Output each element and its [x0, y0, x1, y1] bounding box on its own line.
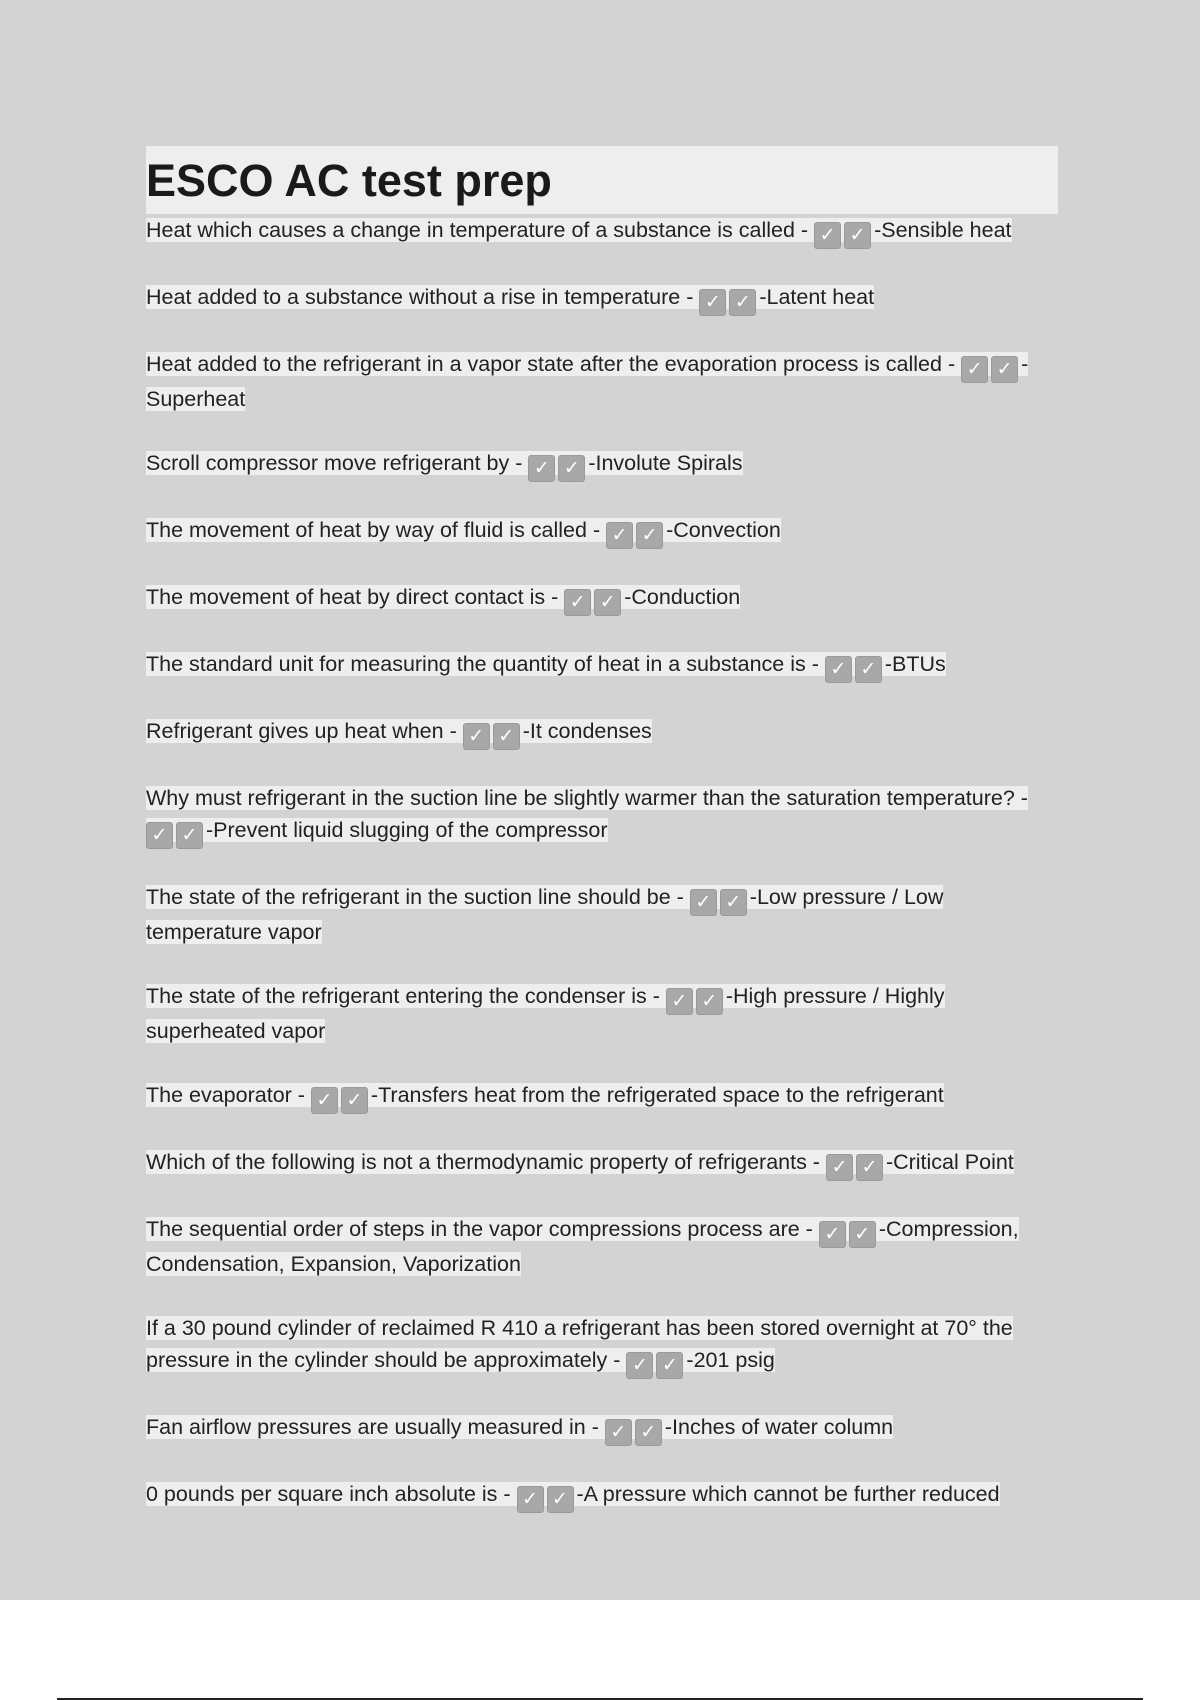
qa-item — [146, 514, 1058, 549]
qa-item — [146, 281, 1058, 316]
qa-item-text — [146, 585, 741, 613]
qa-item — [146, 648, 1058, 683]
qa-item-text — [146, 518, 781, 546]
checkmark-icon: ✓ — [605, 1419, 632, 1446]
question-text: Heat added to a substance without a rise in temperature - — [146, 285, 700, 309]
qa-item-text — [146, 1482, 1000, 1510]
checkmark-icon: ✓ — [463, 723, 490, 750]
document-title: ESCO AC test prep — [146, 154, 552, 206]
answer-text: -Conduction — [624, 585, 741, 609]
answer-text: -Transfers heat from the refrigerated space to the refrigerant — [370, 1083, 944, 1107]
question-text: Heat added to the refrigerant in a vapor state after the evaporation process is called - — [146, 352, 962, 376]
question-text: The state of the refrigerant entering the condenser is - — [146, 984, 666, 1008]
checkmark-icon: ✓ — [635, 1419, 662, 1446]
question-text: 0 pounds per square inch absolute is - — [146, 1482, 517, 1506]
checkmark-icon: ✓ — [311, 1087, 338, 1114]
qa-list — [146, 214, 1058, 1513]
checkmark-icon: ✓ — [606, 522, 633, 549]
qa-item — [146, 447, 1058, 482]
question-text: The evaporator - — [146, 1083, 311, 1107]
qa-item — [146, 581, 1058, 616]
checkmark-icon: ✓ — [690, 889, 717, 916]
qa-item-text — [146, 352, 1028, 411]
answer-text: -Compression, Condensation, Expansion, Vaporization — [146, 1217, 1019, 1276]
question-text: Which of the following is not a thermodynamic property of refrigerants - — [146, 1150, 826, 1174]
qa-item-text — [146, 218, 1012, 246]
checkmark-icon: ✓ — [176, 822, 203, 849]
qa-item-text — [146, 984, 945, 1043]
checkmark-icon: ✓ — [849, 1221, 876, 1248]
qa-item — [146, 1478, 1058, 1513]
checkmark-icon: ✓ — [558, 455, 585, 482]
answer-text: -BTUs — [884, 652, 946, 676]
checkmark-icon: ✓ — [636, 522, 663, 549]
checkmark-icon: ✓ — [819, 1221, 846, 1248]
question-text: The state of the refrigerant in the suction line should be - — [146, 885, 690, 909]
question-text: Refrigerant gives up heat when - — [146, 719, 463, 743]
checkmark-icon: ✓ — [720, 889, 747, 916]
question-text: The standard unit for measuring the quantity of heat in a substance is - — [146, 652, 825, 676]
checkmark-icon: ✓ — [961, 356, 988, 383]
question-text: The sequential order of steps in the vapor compressions process are - — [146, 1217, 819, 1241]
checkmark-icon: ✓ — [855, 656, 882, 683]
qa-item — [146, 1411, 1058, 1446]
qa-item-text — [146, 1083, 944, 1111]
checkmark-icon: ✓ — [146, 822, 173, 849]
qa-item — [146, 1312, 1058, 1379]
checkmark-icon: ✓ — [564, 589, 591, 616]
question-text: Why must refrigerant in the suction line be slightly warmer than the saturation temperature? - — [146, 786, 1028, 810]
qa-item-text — [146, 652, 946, 680]
qa-item-text — [146, 285, 875, 313]
checkmark-icon: ✓ — [825, 656, 852, 683]
checkmark-icon: ✓ — [626, 1352, 653, 1379]
checkmark-icon: ✓ — [493, 723, 520, 750]
qa-item-text — [146, 885, 943, 944]
qa-item-text — [146, 786, 1028, 846]
checkmark-icon: ✓ — [341, 1087, 368, 1114]
checkmark-icon: ✓ — [826, 1154, 853, 1181]
answer-text: -Involute Spirals — [588, 451, 743, 475]
qa-item — [146, 715, 1058, 750]
checkmark-icon: ✓ — [814, 222, 841, 249]
answer-text: -Low pressure / Low temperature vapor — [146, 885, 944, 944]
answer-text: -A pressure which cannot be further reduced — [576, 1482, 1000, 1506]
qa-item-text — [146, 1150, 1014, 1178]
checkmark-icon: ✓ — [844, 222, 871, 249]
checkmark-icon: ✓ — [699, 289, 726, 316]
answer-text: -High pressure / Highly superheated vapor — [146, 984, 945, 1043]
checkmark-icon: ✓ — [528, 455, 555, 482]
question-text: Heat which causes a change in temperature of a substance is called - — [146, 218, 815, 242]
qa-item — [146, 782, 1058, 849]
answer-text: -Convection — [666, 518, 781, 542]
checkmark-icon: ✓ — [594, 589, 621, 616]
checkmark-icon: ✓ — [547, 1486, 574, 1513]
checkmark-icon: ✓ — [696, 988, 723, 1015]
checkmark-icon: ✓ — [517, 1486, 544, 1513]
answer-text: -Superheat — [146, 352, 1029, 411]
qa-item-text — [146, 1316, 1013, 1376]
answer-text: -Critical Point — [885, 1150, 1014, 1174]
answer-text: -Latent heat — [759, 285, 875, 309]
checkmark-icon: ✓ — [856, 1154, 883, 1181]
qa-item — [146, 1146, 1058, 1181]
qa-item-text — [146, 1415, 894, 1443]
document-body — [146, 146, 1058, 1545]
question-text: Fan airflow pressures are usually measured in - — [146, 1415, 605, 1439]
answer-text: -Prevent liquid slugging of the compressor — [206, 818, 608, 842]
checkmark-icon: ✓ — [656, 1352, 683, 1379]
checkmark-icon: ✓ — [666, 988, 693, 1015]
question-text: Scroll compressor move refrigerant by - — [146, 451, 529, 475]
qa-item — [146, 1079, 1058, 1114]
checkmark-icon: ✓ — [729, 289, 756, 316]
qa-item-text — [146, 1217, 1019, 1276]
qa-item — [146, 980, 1058, 1047]
answer-text: -Sensible heat — [874, 218, 1012, 242]
question-text: The movement of heat by direct contact is - — [146, 585, 565, 609]
checkmark-icon: ✓ — [991, 356, 1018, 383]
qa-item — [146, 1213, 1058, 1280]
qa-item — [146, 214, 1058, 249]
question-text: If a 30 pound cylinder of reclaimed R 410 a refrigerant has been stored overnight at 70° the pressure in the cylinder should be approximately - — [146, 1316, 1013, 1372]
qa-item — [146, 881, 1058, 948]
answer-text: -It condenses — [522, 719, 652, 743]
qa-item — [146, 348, 1058, 415]
title-bar — [146, 146, 1058, 214]
answer-text: -Inches of water column — [664, 1415, 894, 1439]
question-text: The movement of heat by way of fluid is called - — [146, 518, 607, 542]
qa-item-text — [146, 719, 652, 747]
qa-item-text — [146, 451, 743, 479]
answer-text: -201 psig — [686, 1348, 775, 1372]
